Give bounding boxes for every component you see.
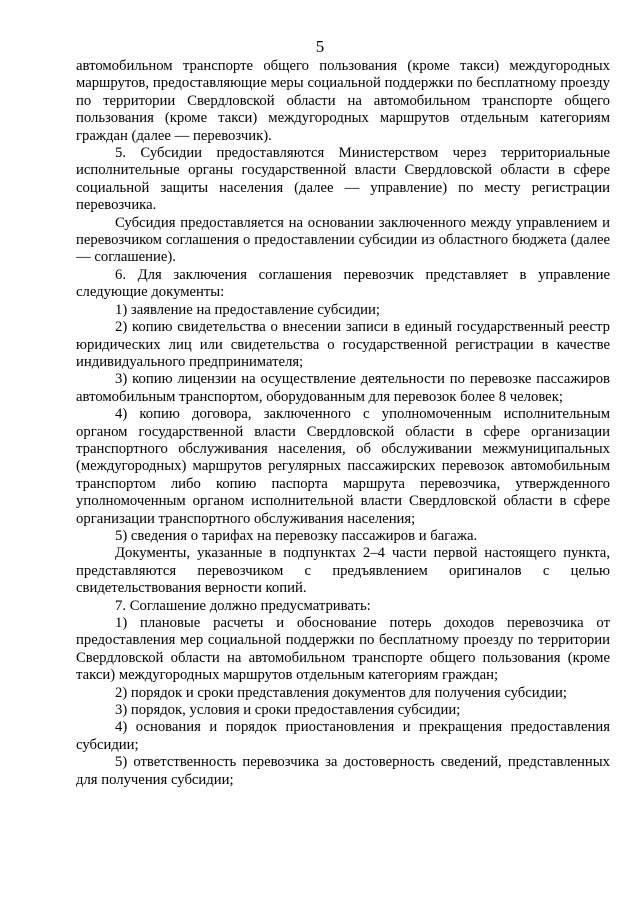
list-item-7-5: 5) ответственность перевозчика за достоверность сведений, представленных для получения субсидии; <box>76 754 610 788</box>
page-number: 5 <box>315 37 325 56</box>
paragraph-item-5: 5. Субсидии предоставляются Министерством через территориальные исполнительные органы государственной власти Свердловской области в сфере социальной защиты населения (далее — управление) по месту регистрации перевозчика. <box>76 145 610 214</box>
document-body <box>76 58 610 789</box>
list-item-6-4: 4) копию договора, заключенного с уполномоченным исполнительным органом государственной власти Свердловской области в сфере организации транспортного обслуживания населения, об обслуживании межмуниципальных (междугородных) маршрутов регулярных пассажирских перевозок автомобильным транспортом либо копию паспорта маршрута перевозчика, утвержденного уполномоченным органом исполнительной власти Свердловской области в сфере организации транспортного обслуживания населения; <box>76 406 610 527</box>
list-item-6-5: 5) сведения о тарифах на перевозку пассажиров и багажа. <box>115 527 478 544</box>
list-item-6-2: 2) копию свидетельства о внесении записи в единый государственный реестр юридических лиц или свидетельства о государственной регистрации в качестве индивидуального предпринимателя; <box>76 319 610 370</box>
list-item-7-4: 4) основания и порядок приостановления и прекращения предоставления субсидии; <box>76 719 610 753</box>
list-item-7-2: 2) порядок и сроки представления документов для получения субсидии; <box>115 684 567 701</box>
list-item-7-1: 1) плановые расчеты и обоснование потерь доходов перевозчика от предоставления мер социальной поддержки по бесплатному проезду по территории Свердловской области на автомобильном транспорте общего пользования (кроме такси) междугородных маршрутов отдельным категориям граждан; <box>76 615 610 684</box>
list-item-7-3: 3) порядок, условия и сроки предоставления субсидии; <box>115 702 461 719</box>
paragraph-subsidy-agreement: Субсидия предоставляется на основании заключенного между управлением и перевозчиком соглашения о предоставлении субсидии из областного бюджета (далее — соглашение). <box>76 214 610 266</box>
paragraph-carrier-definition: автомобильном транспорте общего пользования (кроме такси) междугородных маршрутов, предоставляющие меры социальной поддержки по бесплатному проезду по территории Свердловской области на автомобильном транспорте общего пользования (кроме такси) междугородных маршрутов отдельным категориям граждан (далее — перевозчик). <box>76 58 610 144</box>
list-item-6-1: 1) заявление на предоставление субсидии; <box>115 301 380 318</box>
paragraph-item-7: 7. Соглашение должно предусматривать: <box>115 597 371 614</box>
paragraph-documents-copies: Документы, указанные в подпунктах 2–4 части первой настоящего пункта, представляются перевозчиком с предъявлением оригиналов с целью свидетельствования верности копий. <box>76 545 610 597</box>
list-item-6-3: 3) копию лицензии на осуществление деятельности по перевозке пассажиров автомобильным транспортом, оборудованным для перевозок более 8 человек; <box>76 371 610 405</box>
paragraph-item-6: 6. Для заключения соглашения перевозчик представляет в управление следующие документы: <box>76 266 610 301</box>
